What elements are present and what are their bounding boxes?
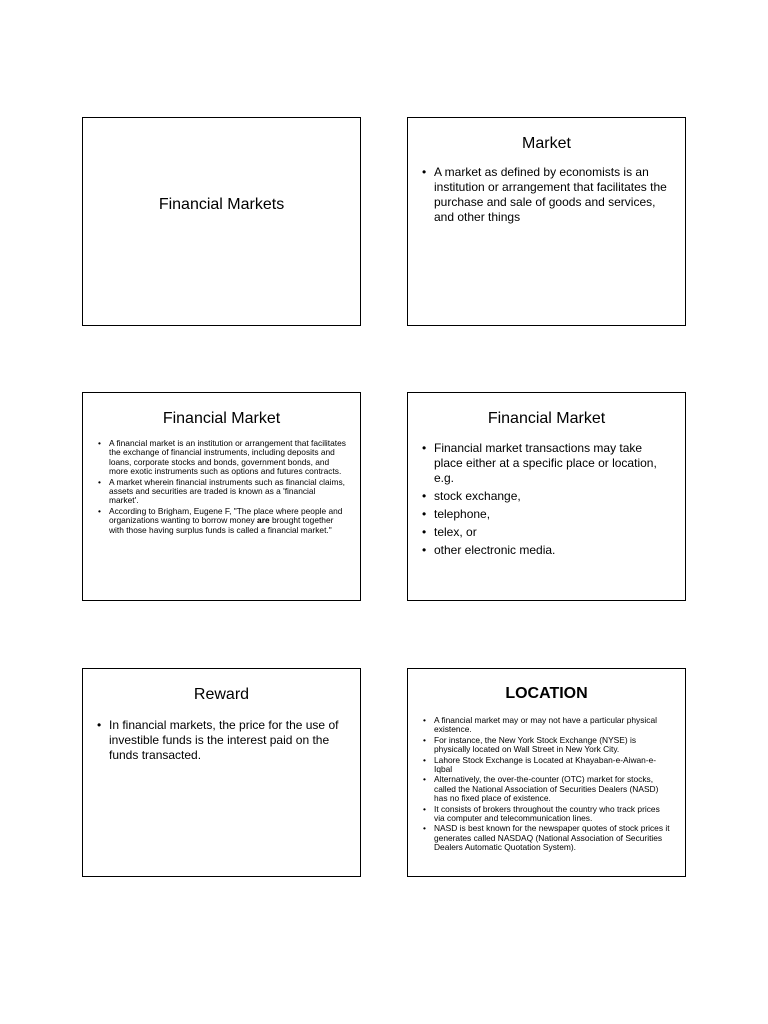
list-item: • It consists of brokers throughout the country who track prices via computer and telecommunication lines. (434, 805, 671, 824)
slide-5 (82, 668, 361, 877)
list-item: • A market as defined by economists is an institution or arrangement that facilitates the purchase and sale of goods and services, and other things (434, 165, 671, 225)
slide-2 (407, 117, 686, 326)
list-item: • Alternatively, the over-the-counter (OTC) market for stocks, called the National Association of Securities Dealers (NASD) has no fixed place of existence. (434, 775, 671, 803)
list-item: • telex, or (434, 525, 671, 540)
slide-title: LOCATION (505, 685, 588, 702)
bullet-list (434, 165, 671, 225)
bullet-list (109, 718, 346, 763)
list-item (109, 507, 346, 535)
list-item: • NASD is best known for the newspaper quotes of stock prices it generates called NASDAQ (National Association of Securities Dealers Automatic Quotation System). (434, 824, 671, 852)
bullet-list (109, 439, 346, 535)
list-item: • In financial markets, the price for the use of investible funds is the interest paid on the funds transacted. (109, 718, 346, 763)
list-item: • stock exchange, (434, 489, 671, 504)
list-item: • other electronic media. (434, 543, 671, 558)
quote-bold-word: are (257, 515, 270, 526)
quote-text: According to Brigham, Eugene F, "The place where people and organizations wanting to borrow money (109, 505, 343, 526)
list-item: • A market wherein financial instruments such as financial claims, assets and securities are traded is known as a 'financial market'. (109, 478, 346, 506)
slide-4 (407, 392, 686, 601)
slide-title: Market (522, 135, 571, 152)
slide-title: Reward (193, 686, 250, 703)
slide-title: Financial Markets (158, 196, 285, 213)
list-item: • Financial market transactions may take place either at a specific place or location, e.g. (434, 441, 671, 486)
slide-3 (82, 392, 361, 601)
list-item: • For instance, the New York Stock Exchange (NYSE) is physically located on Wall Street in New York City. (434, 736, 671, 755)
list-item: • telephone, (434, 507, 671, 522)
quote-text: brought together with those having surplus funds is called a financial market." (109, 515, 334, 535)
slide-title: Financial Market (487, 410, 606, 427)
list-item: • A financial market may or may not have a particular physical existence. (434, 716, 671, 735)
slide-6 (407, 668, 686, 877)
bullet-list (434, 441, 671, 558)
slide-title: Financial Market (162, 410, 281, 427)
list-item: • Lahore Stock Exchange is Located at Khayaban-e-Aiwan-e-Iqbal (434, 756, 671, 775)
bullet-list (434, 716, 671, 853)
slide-1 (82, 117, 361, 326)
list-item: • A financial market is an institution or arrangement that facilitates the exchange of financial instruments, including deposits and loans, corporate stocks and bonds, government bonds, and more exotic instruments such as options and futures contracts. (109, 439, 346, 477)
